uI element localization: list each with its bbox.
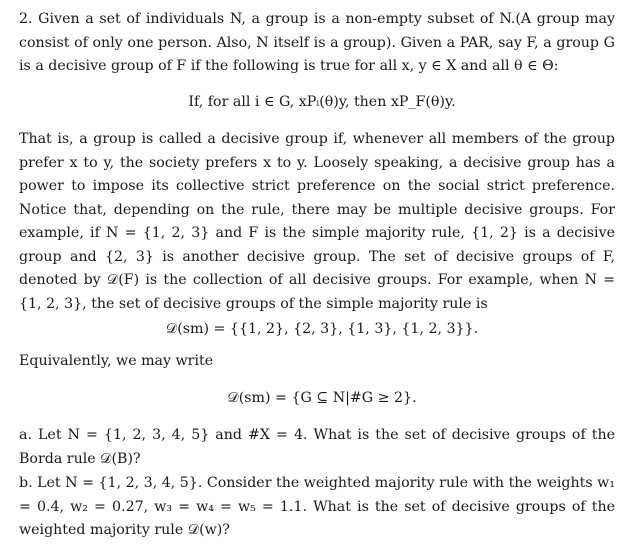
equivalently-text: Equivalently, we may write [19, 353, 214, 369]
decisive-condition-equation: If, for all i ∈ G, xPᵢ(θ)y, then xP_F(θ)y. [188, 94, 456, 110]
problem-intro: 2. Given a set of individuals N, a group is a non-empty subset of N.(A group may consist of only one person. Also, N itself is a group). Given a PAR, say F, a group G is a decisive group of F if the following is true for all x, y ∈ X and all θ ∈ Θ: [19, 11, 615, 74]
set-builder-equation: 𝒟(sm) = {G ⊆ N|#G ≥ 2}. [227, 390, 417, 406]
question-b: b. Let N = {1, 2, 3, 4, 5}. Consider the weighted majority rule with the weights w₁ = 0.4, w₂ = 0.27, w₃ = w₄ = w₅ = 1.1. What is the set of decisive groups of the weighted majority rule 𝒟(w)? [19, 475, 615, 538]
explanation-paragraph: That is, a group is called a decisive group if, whenever all members of the group prefer x to y, the society prefers x to y. Loosely speaking, a decisive group has a power to impose its collective strict preference on the social strict preference. Notice that, depending on the rule, there may be multiple decisive groups. For example, if N = {1, 2, 3} and F is the simple majority rule, {1, 2} is a decisive group and {2, 3} is another decisive group. The set of decisive groups of F, denoted by 𝒟(F) is the collection of all decisive groups. For example, when N = {1, 2, 3}, the set of decisive groups of the simple majority rule is [19, 131, 615, 312]
question-a: a. Let N = {1, 2, 3, 4, 5} and #X = 4. What is the set of decisive groups of the Borda rule 𝒟(B)? [19, 427, 615, 467]
decisive-groups-list-equation: 𝒟(sm) = {{1, 2}, {2, 3}, {1, 3}, {1, 2, 3}}. [165, 321, 479, 337]
